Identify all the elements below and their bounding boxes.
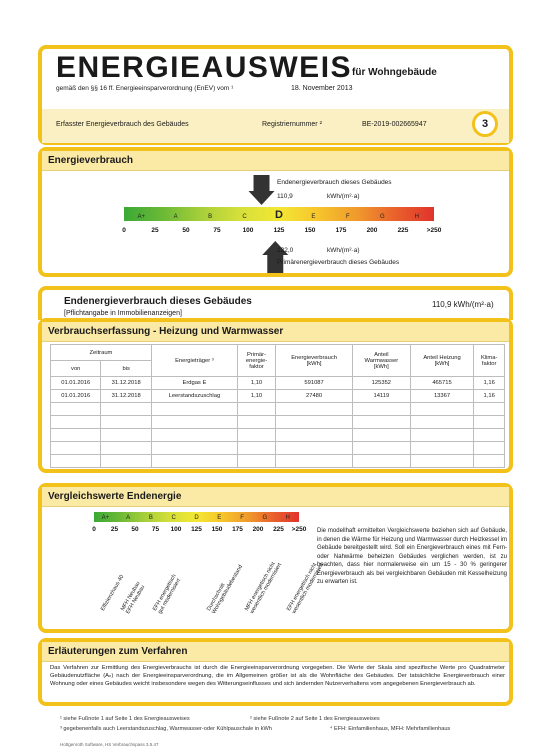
table-cell <box>474 429 505 442</box>
ev-scale-tick: 75 <box>213 227 221 234</box>
table-cell <box>51 455 101 468</box>
table-cell <box>101 429 151 442</box>
table-cell <box>237 403 275 416</box>
table-row-empty <box>51 403 505 416</box>
comparison-label: EFH energetisch nicht wesentlich modernisiert <box>286 562 326 615</box>
table-cell <box>276 442 353 455</box>
footnote-1: ¹ siehe Fußnote 1 auf Seite 1 des Energieausweises <box>60 716 190 722</box>
table-cell: 465715 <box>410 377 474 390</box>
section-title: Erläuterungen zum Verfahren <box>42 642 509 662</box>
ev-scale-class-A: A <box>173 214 178 220</box>
ev-scale-tick: >250 <box>426 227 442 234</box>
vg-scale-tick: 0 <box>92 526 96 533</box>
table-cell <box>101 442 151 455</box>
primaerenergie-unit: kWh/(m²·a) <box>327 247 360 254</box>
table-cell <box>353 429 411 442</box>
table-cell <box>51 429 101 442</box>
table-cell <box>51 442 101 455</box>
table-cell: 14119 <box>353 390 411 403</box>
section-title: Energieverbrauch <box>42 151 509 171</box>
header-panel <box>38 45 513 145</box>
vg-scale-tick: 150 <box>211 526 223 533</box>
ev-scale-class-E: E <box>311 214 316 220</box>
table-cell: 1,10 <box>237 390 275 403</box>
endenergie-summary-value: 110,9 kWh/(m²·a) <box>432 300 494 309</box>
footnote-4: ⁴ EFH: Einfamilienhaus, MFH: Mehrfamilienhaus <box>330 726 451 732</box>
vg-scale-class-G: G <box>262 515 268 521</box>
erlaeuterungen-text: Das Verfahren zur Ermittlung des Energieverbrauchs ist durch die Energieeinsparverordnung vorgegeben. Die Werte der Skala sind spezifische Werte pro Quadratmeter Gebäudenutzfläche (Aₙ) nach der Energieeinsparverordnung, die im Allgemeinen größer ist als die Wohnfläche des Gebäudes. Der tatsächliche Energieverbrauch einer Wohnung oder eines Gebäudes weicht insbesondere wegen des Witterungseinflusses und sich ändernden Nutzerverhaltens vom angegebenen Energieverbrauch ab. <box>50 665 505 687</box>
comparison-label: MFH Neubau EFH Neubau <box>120 580 147 615</box>
vg-scale-tick: 50 <box>131 526 139 533</box>
table-cell <box>353 403 411 416</box>
table-cell <box>151 442 237 455</box>
registration-label: Registriernummer ² <box>262 121 322 128</box>
verbrauchserfassung-panel <box>38 318 513 473</box>
endenergie-unit: kWh/(m²·a) <box>327 193 360 200</box>
endenergie-note: [Pflichtangabe in Immobilienanzeigen] <box>64 310 182 317</box>
table-cell: 31.12.2018 <box>101 390 151 403</box>
table-cell <box>410 403 474 416</box>
footnote-3: ³ gegebenenfalls auch Leerstandszuschlag, Warmwasser-oder Kühlpauschale in kWh <box>60 726 272 732</box>
table-row <box>51 390 505 403</box>
table-cell <box>237 442 275 455</box>
software-credit: Hottgenroth Software, HS Verbrauchspass 3.5.47 <box>60 742 159 747</box>
vg-scale-class-H: H <box>285 515 290 521</box>
table-cell <box>151 429 237 442</box>
section-title: Vergleichswerte Endenergie <box>42 487 509 507</box>
table-cell <box>474 455 505 468</box>
table-cell: bis <box>101 361 151 377</box>
info-label: Erfasster Energieverbrauch des Gebäudes <box>56 121 189 128</box>
registration-number: BE-2019-002665947 <box>362 121 427 128</box>
comparison-label: MFH energetisch nicht wesentlich modernisiert <box>244 561 284 615</box>
vg-scale-tick: 125 <box>191 526 202 533</box>
table-cell: Energieträger ³ <box>151 345 237 377</box>
table-cell: Anteil Warmwasser [kWh] <box>353 345 411 377</box>
comparison-label: EFH energetisch gut modernisiert <box>152 573 183 615</box>
table-cell <box>410 442 474 455</box>
comparison-text: Die modellhaft ermittelten Vergleichswerte beziehen sich auf Gebäude, in denen die Wärme für Heizung und Warmwasser durch Heizkessel im Gebäude bereitgestellt wird. Soll ein Energieverbrauch eines mit Fern- oder Nahwärme beheizten Gebäudes verglichen werden, ist zu beachten, dass hier normalerweise ein um 15 - 30 % geringerer Energieverbrauch als bei vergleichbaren Gebäuden mit Kesselheizung zu erwarten ist. <box>317 528 507 585</box>
primaerenergie-arrow <box>262 241 288 273</box>
primaerenergie-label: Primärenergieverbrauch dieses Gebäudes <box>277 259 400 266</box>
table-cell: 01.01.2016 <box>51 390 101 403</box>
table-cell <box>474 442 505 455</box>
table-cell <box>353 455 411 468</box>
endenergie-panel <box>38 286 513 320</box>
comparison-label: Durchschnitt Wohngebäudebestand <box>206 564 245 615</box>
ev-scale-class-D: D <box>275 209 283 221</box>
vergleichswerte-panel <box>38 483 513 633</box>
comparison-labels <box>94 539 326 629</box>
ev-scale-tick: 175 <box>335 227 347 234</box>
primaerenergie-value: 122,0 <box>277 247 294 254</box>
vg-scale-tick: 100 <box>170 526 182 533</box>
ev-scale-tick: 0 <box>122 227 126 234</box>
table-cell: Energieverbrauch [kWh] <box>276 345 353 377</box>
table-cell <box>151 416 237 429</box>
footnote-2: ² siehe Fußnote 2 auf Seite 1 des Energieausweises <box>250 716 380 722</box>
table-cell: Primär- energie- faktor <box>237 345 275 377</box>
endenergie-summary-label: Endenergieverbrauch dieses Gebäudes <box>64 296 252 307</box>
table-cell: 591087 <box>276 377 353 390</box>
table-cell: 01.01.2016 <box>51 377 101 390</box>
table-cell: 13367 <box>410 390 474 403</box>
table-cell <box>51 416 101 429</box>
ev-scale-tick: 50 <box>182 227 190 234</box>
ev-scale-class-F: F <box>346 214 350 220</box>
table-cell: Anteil Heizung [kWh] <box>410 345 474 377</box>
vg-scale-class-F: F <box>240 515 244 521</box>
ev-scale-class-C: C <box>242 214 247 220</box>
table-cell <box>151 455 237 468</box>
table-cell: Erdgas E <box>151 377 237 390</box>
vg-scale-class-A: A <box>126 515 131 521</box>
table-header-row <box>51 345 505 361</box>
table-cell: Leerstandszuschlag <box>151 390 237 403</box>
table-row-empty <box>51 442 505 455</box>
table-cell <box>410 416 474 429</box>
table-cell <box>276 429 353 442</box>
ev-scale-class-H: H <box>414 214 419 220</box>
table-cell <box>353 416 411 429</box>
table-row-empty <box>51 429 505 442</box>
table-cell <box>237 429 275 442</box>
table-cell <box>410 455 474 468</box>
document-subtitle: für Wohngebäude <box>352 67 437 78</box>
table-cell <box>276 416 353 429</box>
vg-scale-tick: 175 <box>232 526 243 533</box>
table-cell <box>474 403 505 416</box>
vg-scale-class-C: C <box>171 515 176 521</box>
table-cell: von <box>51 361 101 377</box>
page-number-badge: 3 <box>472 111 498 137</box>
vg-scale-class-E: E <box>217 515 222 521</box>
table-cell <box>474 416 505 429</box>
legal-text: gemäß den §§ 16 ff. Energieeinsparverordnung (EnEV) vom ¹ <box>56 85 234 92</box>
ev-scale-class-G: G <box>379 214 385 220</box>
table-row-empty <box>51 455 505 468</box>
legal-basis <box>56 85 353 92</box>
table-cell <box>410 429 474 442</box>
table-cell: 1,10 <box>237 377 275 390</box>
erlaeuterungen-panel <box>38 638 513 706</box>
ev-scale-class-A+: A+ <box>137 214 145 220</box>
ev-scale-tick: 200 <box>366 227 378 234</box>
vg-scale-tick: 225 <box>273 526 284 533</box>
table-cell <box>101 403 151 416</box>
vg-scale-tick: 200 <box>252 526 264 533</box>
ev-scale-tick: 25 <box>151 227 159 234</box>
vg-scale-class-D: D <box>194 515 199 521</box>
table-cell <box>101 416 151 429</box>
table-cell: 125352 <box>353 377 411 390</box>
section-title: Verbrauchserfassung - Heizung und Warmwasser <box>42 322 509 342</box>
table-cell <box>51 403 101 416</box>
endenergie-label: Endenergieverbrauch dieses Gebäudes <box>277 179 392 186</box>
ev-scale-tick: 100 <box>242 227 254 234</box>
consumption-table <box>50 344 505 468</box>
table-cell <box>151 403 237 416</box>
document-title: ENERGIEAUSWEIS <box>56 51 353 84</box>
table-cell: 1,16 <box>474 377 505 390</box>
table-cell <box>353 442 411 455</box>
legal-date: 18. November 2013 <box>291 85 353 92</box>
table-cell <box>276 455 353 468</box>
table-cell <box>237 416 275 429</box>
ev-scale-tick: 225 <box>397 227 409 234</box>
comparison-label: Effizienzhaus 40 <box>100 574 126 612</box>
vg-scale-class-A+: A+ <box>101 515 110 521</box>
ev-scale-tick: 125 <box>273 227 285 234</box>
table-cell: 1,16 <box>474 390 505 403</box>
endenergie-arrow <box>249 175 275 205</box>
ev-scale-class-B: B <box>208 214 213 220</box>
table-row-empty <box>51 416 505 429</box>
table-cell: 31.12.2018 <box>101 377 151 390</box>
ev-scale-tick: 150 <box>304 227 316 234</box>
vg-scale-tick: 25 <box>110 526 119 533</box>
table-cell <box>237 455 275 468</box>
table-cell <box>276 403 353 416</box>
table-row <box>51 377 505 390</box>
endenergie-value: 110,9 <box>277 193 293 200</box>
table-cell: 27480 <box>276 390 353 403</box>
table-cell: Klima- faktor <box>474 345 505 377</box>
vg-scale-tick: 75 <box>151 526 160 533</box>
vg-scale-tick: >250 <box>291 526 307 533</box>
table-cell <box>101 455 151 468</box>
vg-scale-class-B: B <box>148 515 153 521</box>
table-cell: Zeitraum <box>51 345 152 361</box>
energieverbrauch-panel <box>38 147 513 277</box>
